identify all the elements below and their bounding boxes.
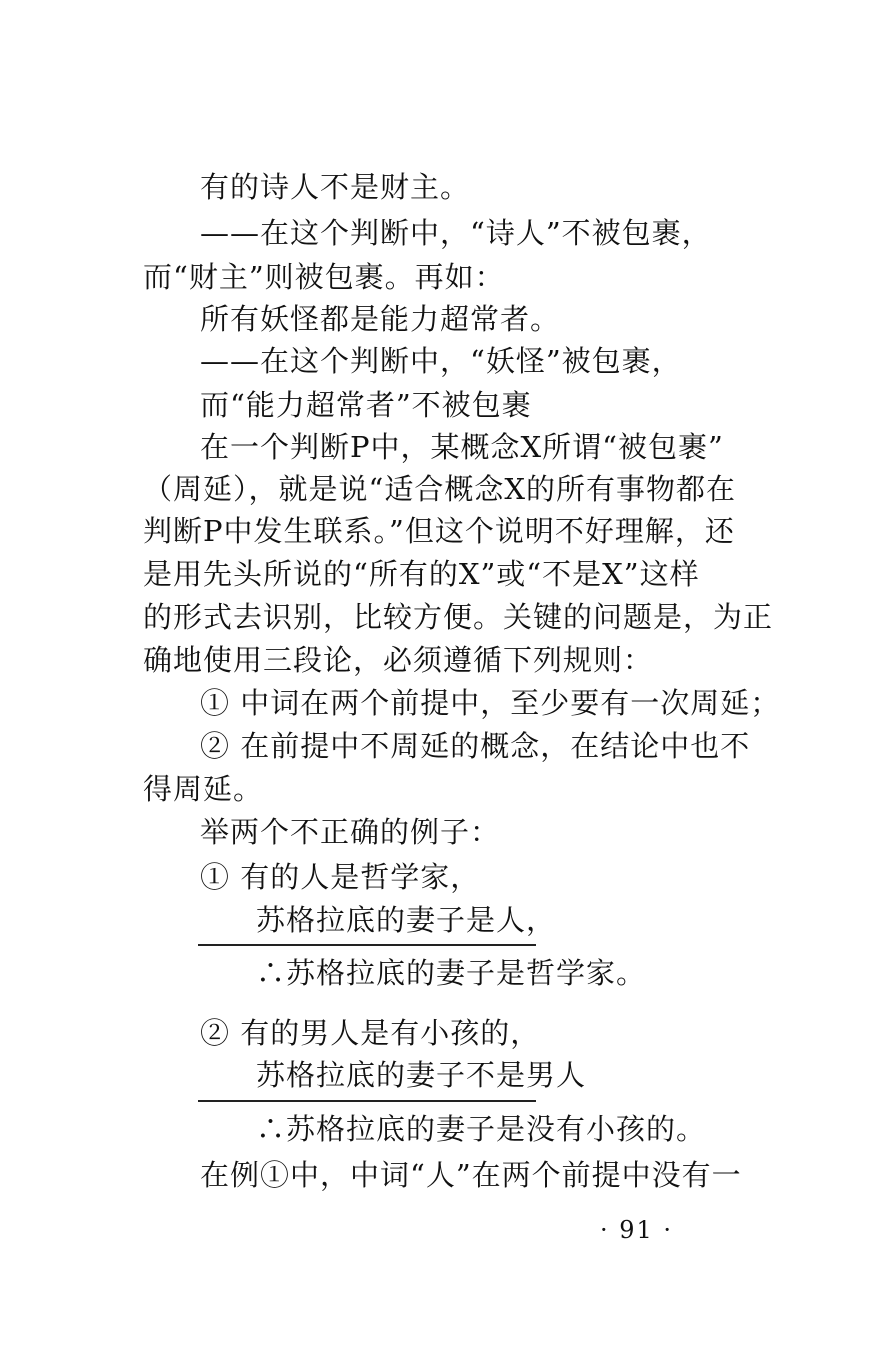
- example-2-divider: [198, 1100, 536, 1102]
- text-line-23: 在例①中，中词“人”在两个前提中没有一: [200, 1158, 742, 1192]
- text-line-3: 而“财主”则被包裹。再如：: [143, 260, 505, 294]
- text-line-15: 得周延。: [143, 772, 264, 806]
- text-line-16: 举两个不正确的例子：: [200, 815, 501, 849]
- text-line-12: 确地使用三段论，必须遵循下列规则：: [143, 643, 654, 677]
- text-line-4: 所有妖怪都是能力超常者。: [200, 302, 561, 336]
- text-line-9: 判断P中发生联系。”但这个说明不好理解，还: [143, 514, 735, 548]
- rule-2-text: ② 在前提中不周延的概念，在结论中也不: [200, 729, 751, 763]
- text-line-5: ——在这个判断中，“妖怪”被包裹，: [200, 344, 682, 378]
- page-number: · 91 ·: [600, 1216, 674, 1244]
- example-1-divider: [198, 944, 536, 946]
- text-line-8: （周延），就是说“适合概念X的所有事物都在: [143, 472, 736, 506]
- example-2-premise-2: 苏格拉底的妻子不是男人: [256, 1058, 587, 1092]
- example-2-premise-1: ② 有的男人是有小孩的，: [200, 1016, 541, 1050]
- rule-1-text: ① 中词在两个前提中，至少要有一次周延；: [200, 686, 781, 720]
- text-line-7: 在一个判断P中，某概念X所谓“被包裹”: [200, 430, 724, 464]
- example-1-premise-2: 苏格拉底的妻子是人，: [256, 903, 557, 937]
- text-line-2: ——在这个判断中，“诗人”不被包裹，: [200, 216, 712, 250]
- text-line-11: 的形式去识别，比较方便。关键的问题是，为正: [143, 600, 774, 634]
- text-line-1: 有的诗人不是财主。: [200, 170, 471, 204]
- text-line-10: 是用先头所说的“所有的X”或“不是X”这样: [143, 557, 700, 591]
- example-2-conclusion: ∴苏格拉底的妻子是没有小孩的。: [256, 1112, 707, 1146]
- example-1-premise-1: ① 有的人是哲学家，: [200, 860, 481, 894]
- text-line-6: 而“能力超常者”不被包裹: [200, 388, 532, 422]
- example-1-conclusion: ∴苏格拉底的妻子是哲学家。: [256, 956, 647, 990]
